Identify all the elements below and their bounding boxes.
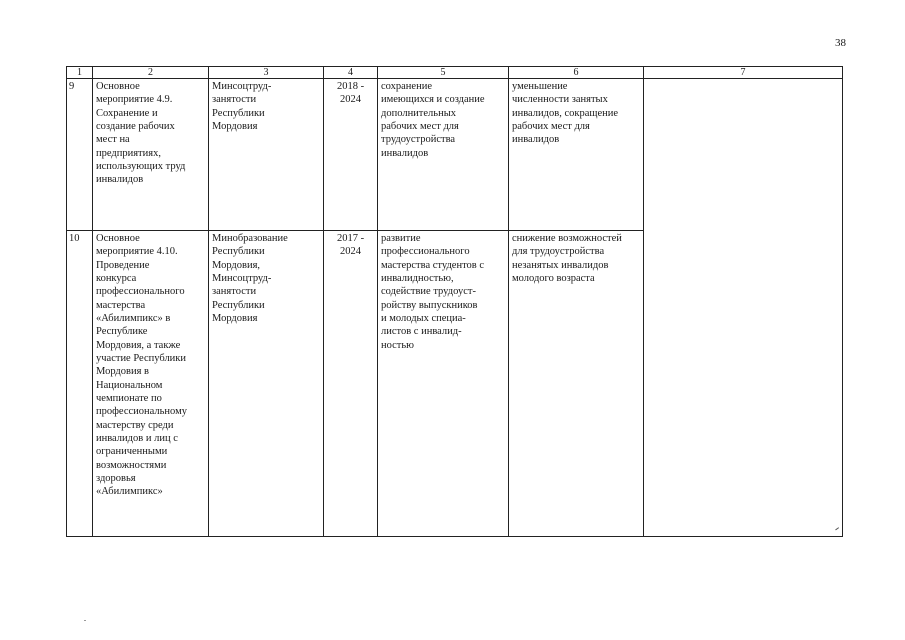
period-cell [324, 79, 378, 231]
cell-line: имеющихся и создание [381, 94, 485, 106]
cell-line: Республике [96, 326, 148, 338]
cell-line: незанятых инвалидов [512, 259, 609, 271]
cell-line: конкурса [96, 272, 137, 284]
cell-line: здоровья [96, 472, 136, 484]
program-events-table [66, 66, 843, 537]
cell-line: инвалидов и лиц с [96, 432, 178, 444]
cell-line: листов с инвалид- [381, 326, 462, 338]
column-number: 6 [509, 67, 644, 79]
effect-cell [509, 79, 644, 231]
cell-line: Проведение [96, 259, 150, 271]
row-number: 9 [67, 79, 93, 231]
cell-line: 2018 - [336, 81, 365, 92]
cell-line: инвалидностью, [381, 272, 454, 284]
cell-line: 2017 - [336, 233, 365, 244]
cell-line: «Абилимпикс» в [96, 312, 171, 324]
cell-line: Сохранение и [96, 107, 158, 119]
responsible-cell [209, 231, 324, 537]
cell-line: сохранение [381, 81, 432, 92]
cell-line: уменьшение [512, 81, 568, 92]
cell-line: содействие трудоуст- [381, 286, 476, 298]
cell-line: мастерства студентов с [381, 259, 485, 271]
cell-line: молодого возраста [512, 272, 595, 284]
table-row [67, 79, 843, 231]
event-cell [93, 79, 209, 231]
scan-dust [84, 620, 86, 621]
cell-line: Мордовия [212, 120, 258, 132]
cell-line: трудоустройства [381, 134, 456, 146]
event-cell [93, 231, 209, 537]
cell-line: дополнительных [381, 107, 457, 119]
cell-line: создание рабочих [96, 120, 175, 132]
cell-line: 2024 [340, 94, 361, 106]
cell-line: Республики [212, 246, 265, 258]
cell-line: Мордовия [212, 312, 258, 324]
cell-line: Минсоцтруд- [212, 272, 272, 284]
cell-line: Мордовия в [96, 366, 150, 378]
cell-line: занятости [212, 94, 257, 106]
column-number-row [67, 67, 843, 79]
cell-line: занятости [212, 286, 257, 298]
result-cell [378, 231, 509, 537]
cell-line: численности занятых [512, 94, 608, 106]
cell-line: инвалидов, сокращение [512, 107, 619, 119]
cell-line: мастерству среди [96, 419, 174, 431]
cell-line: предприятиях, [96, 147, 161, 159]
cell-line: профессиональному [96, 406, 187, 418]
page-number: 38 [835, 37, 846, 49]
cell-line: развитие [381, 233, 421, 244]
cell-line: ограниченными [96, 446, 168, 458]
column-number: 3 [209, 67, 324, 79]
cell-line: для трудоустройства [512, 246, 605, 258]
cell-line: 2024 [340, 246, 361, 258]
cell-line: и молодых специа- [381, 312, 466, 324]
cell-line: «Абилимпикс» [96, 486, 163, 498]
cell-line: Минсоцтруд- [212, 81, 272, 92]
cell-line: Национальном [96, 379, 163, 391]
cell-line: Основное [96, 81, 140, 92]
column-number: 7 [644, 67, 843, 79]
cell-line: рабочих мест для [381, 120, 459, 132]
responsible-cell [209, 79, 324, 231]
column-number: 1 [67, 67, 93, 79]
cell-line: Мордовия, [212, 259, 261, 271]
column-number: 4 [324, 67, 378, 79]
cell-line: профессионального [381, 246, 470, 258]
cell-line: Республики [212, 299, 265, 311]
period-cell [324, 231, 378, 537]
column-number: 5 [378, 67, 509, 79]
cell-line: ройству выпускников [381, 299, 478, 311]
cell-line: возможностями [96, 459, 167, 471]
result-cell [378, 79, 509, 231]
cell-line: профессионального [96, 286, 185, 298]
cell-line: снижение возможностей [512, 233, 622, 244]
column-number: 2 [93, 67, 209, 79]
cell-line: инвалидов [381, 147, 429, 159]
notes-cell [644, 79, 843, 537]
cell-line: участие Республики [96, 352, 187, 364]
row-number: 10 [67, 231, 93, 537]
cell-line: мест на [96, 134, 130, 146]
cell-line: Мордовия, а также [96, 339, 181, 351]
cell-line: Республики [212, 107, 265, 119]
cell-line: ностью [381, 339, 415, 351]
cell-line: мероприятие 4.9. [96, 94, 173, 106]
cell-line: использующих труд [96, 160, 186, 172]
cell-line: рабочих мест для [512, 120, 590, 132]
cell-line: инвалидов [512, 134, 560, 146]
cell-line: Основное [96, 233, 140, 244]
cell-line: мероприятие 4.10. [96, 246, 178, 258]
cell-line: мастерства [96, 299, 146, 311]
cell-line: чемпионате по [96, 392, 162, 404]
cell-line: инвалидов [96, 174, 144, 186]
effect-cell [509, 231, 644, 537]
cell-line: Минобразование [212, 233, 288, 244]
